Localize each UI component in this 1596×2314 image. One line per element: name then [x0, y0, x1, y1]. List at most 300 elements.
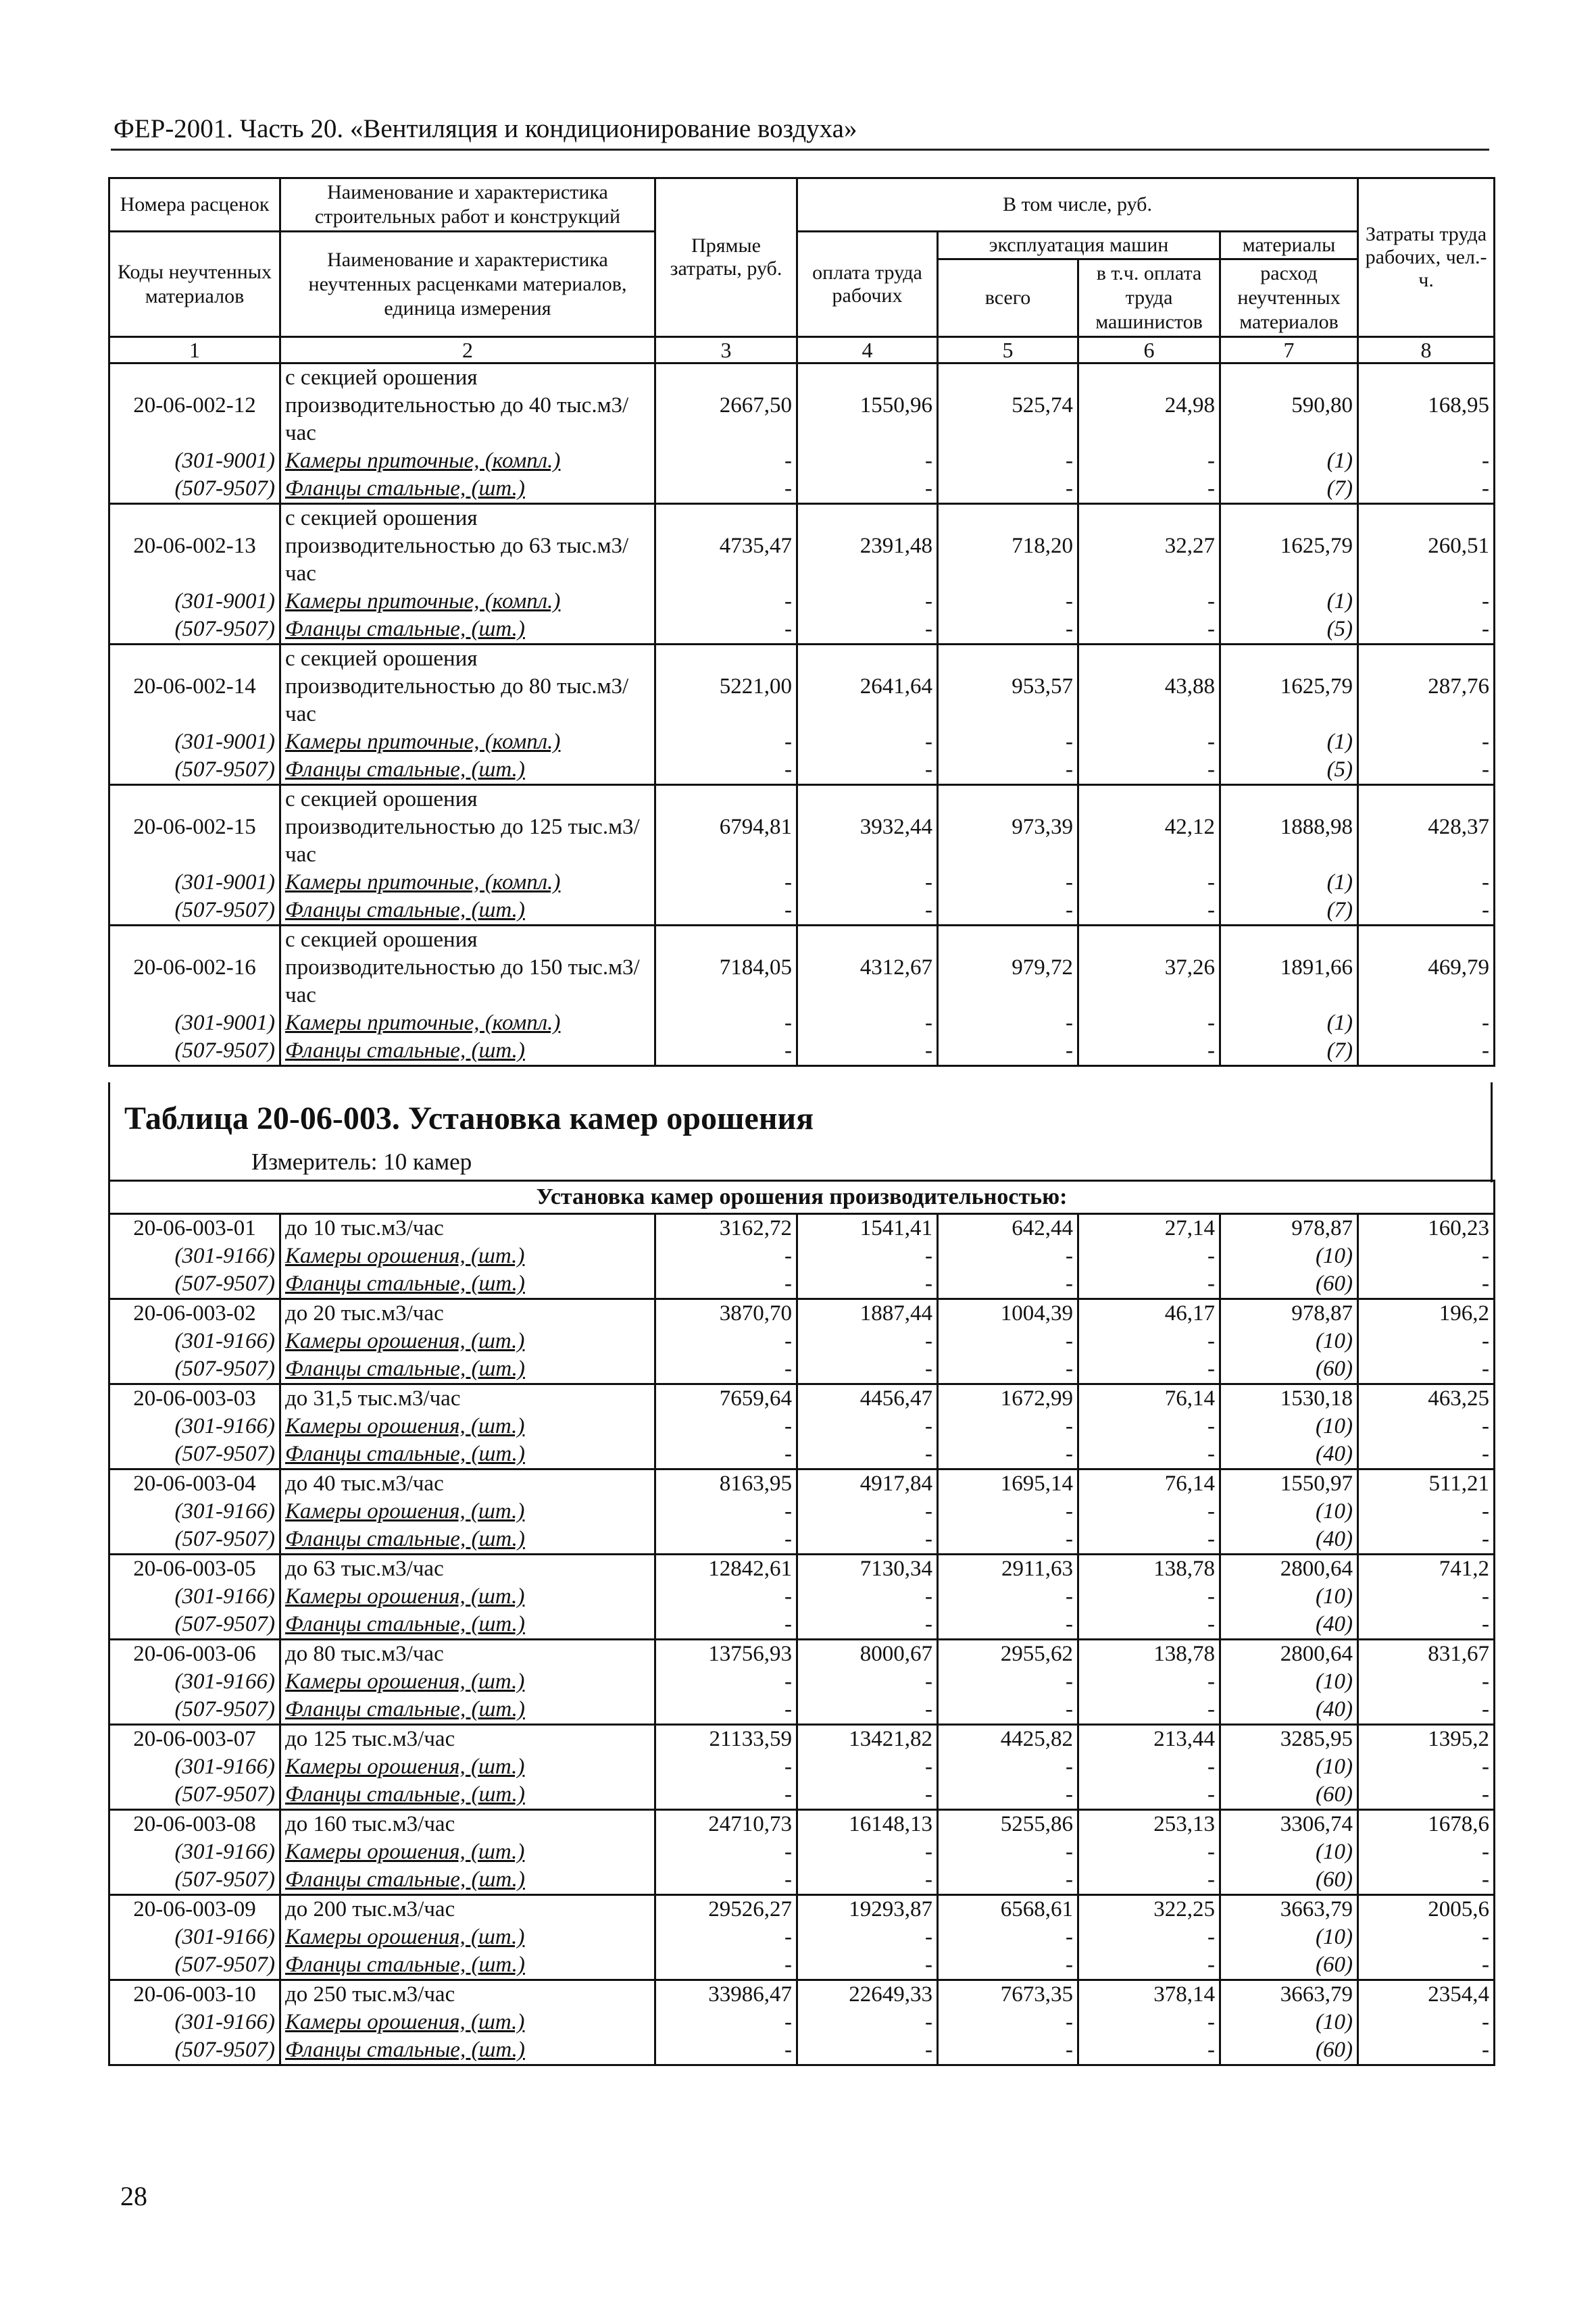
material-row: [109, 728, 1495, 756]
table-2-frame-right: [1491, 1082, 1493, 1182]
empty-dash: -: [1358, 1037, 1495, 1066]
machines-total: 1004,39: [938, 1299, 1078, 1328]
material-row: [109, 1270, 1495, 1299]
empty-dash: -: [655, 1838, 797, 1866]
empty-dash: -: [1358, 1923, 1495, 1951]
empty-dash: -: [797, 1526, 938, 1555]
table-row: [109, 363, 1495, 448]
empty-dash: -: [1358, 728, 1495, 756]
empty-dash: -: [938, 1498, 1078, 1526]
empty-dash: -: [1078, 1668, 1220, 1696]
empty-dash: -: [797, 897, 938, 926]
labor-pay: 4312,67: [797, 926, 938, 1010]
machines-total: 2911,63: [938, 1555, 1078, 1584]
machines-pay: 46,17: [1078, 1299, 1220, 1328]
rate-code: 20-06-003-03: [109, 1384, 280, 1413]
empty-dash: -: [797, 2009, 938, 2036]
empty-dash: -: [797, 1781, 938, 1810]
empty-dash: -: [938, 1440, 1078, 1469]
machines-pay: 43,88: [1078, 645, 1220, 729]
material-code: (507-9507): [109, 1355, 280, 1384]
col-header-materials: материалы: [1220, 232, 1358, 259]
machines-pay: 138,78: [1078, 1555, 1220, 1584]
empty-dash: -: [938, 1009, 1078, 1037]
material-code: (507-9507): [109, 1866, 280, 1895]
material-quantity: (60): [1220, 1866, 1358, 1895]
empty-dash: -: [797, 1753, 938, 1781]
empty-dash: -: [797, 475, 938, 504]
direct-cost: 7184,05: [655, 926, 797, 1010]
empty-dash: -: [938, 1328, 1078, 1355]
material-name: Фланцы стальные, (шт.): [280, 1270, 655, 1299]
empty-dash: -: [938, 1781, 1078, 1810]
rate-code: 20-06-003-06: [109, 1640, 280, 1669]
material-name: Фланцы стальные, (шт.): [280, 1355, 655, 1384]
empty-dash: -: [1358, 1009, 1495, 1037]
direct-cost: 6794,81: [655, 785, 797, 870]
empty-dash: -: [1358, 1611, 1495, 1640]
materials-cost: 3663,79: [1220, 1895, 1358, 1924]
empty-dash: -: [797, 615, 938, 645]
empty-dash: -: [1078, 756, 1220, 785]
empty-dash: -: [1078, 869, 1220, 897]
material-row: [109, 1838, 1495, 1866]
work-name: до 20 тыс.м3/час: [280, 1299, 655, 1328]
empty-dash: -: [655, 869, 797, 897]
empty-dash: -: [797, 1440, 938, 1469]
empty-dash: -: [1358, 1526, 1495, 1555]
empty-dash: -: [938, 1923, 1078, 1951]
material-row: [109, 1611, 1495, 1640]
material-code: (507-9507): [109, 756, 280, 785]
empty-dash: -: [1078, 1951, 1220, 1980]
empty-dash: -: [797, 1838, 938, 1866]
materials-cost: 2800,64: [1220, 1555, 1358, 1584]
material-quantity: (60): [1220, 1951, 1358, 1980]
material-name: Фланцы стальные, (шт.): [280, 1526, 655, 1555]
empty-dash: -: [655, 1753, 797, 1781]
empty-dash: -: [797, 1923, 938, 1951]
table-row: [109, 1214, 1495, 1243]
empty-dash: -: [655, 1009, 797, 1037]
material-row: [109, 1583, 1495, 1611]
empty-dash: -: [1078, 1838, 1220, 1866]
material-code: (507-9507): [109, 1951, 280, 1980]
empty-dash: -: [655, 1583, 797, 1611]
empty-dash: -: [655, 1866, 797, 1895]
empty-dash: -: [655, 1355, 797, 1384]
material-row: [109, 1413, 1495, 1440]
table-row: [109, 1980, 1495, 2009]
material-code: (301-9166): [109, 1753, 280, 1781]
empty-dash: -: [655, 2036, 797, 2065]
empty-dash: -: [655, 1781, 797, 1810]
empty-dash: -: [797, 728, 938, 756]
material-code: (507-9507): [109, 1270, 280, 1299]
material-quantity: (40): [1220, 1696, 1358, 1725]
work-name: до 160 тыс.м3/час: [280, 1810, 655, 1839]
material-code: (301-9166): [109, 1583, 280, 1611]
material-name: Фланцы стальные, (шт.): [280, 1037, 655, 1066]
table-row: [109, 1299, 1495, 1328]
machines-pay: 24,98: [1078, 363, 1220, 448]
labor-pay: 2641,64: [797, 645, 938, 729]
empty-dash: -: [797, 1668, 938, 1696]
direct-cost: 2667,50: [655, 363, 797, 448]
empty-dash: -: [797, 1328, 938, 1355]
material-name: Фланцы стальные, (шт.): [280, 1951, 655, 1980]
material-quantity: (5): [1220, 756, 1358, 785]
machines-total: 642,44: [938, 1214, 1078, 1243]
rate-code: 20-06-002-15: [109, 785, 280, 870]
material-row: [109, 1923, 1495, 1951]
material-row: [109, 1668, 1495, 1696]
material-quantity: (1): [1220, 869, 1358, 897]
empty-dash: -: [655, 1526, 797, 1555]
machines-pay: 32,27: [1078, 504, 1220, 588]
labor-hours: 511,21: [1358, 1469, 1495, 1499]
material-row: [109, 1526, 1495, 1555]
material-quantity: (7): [1220, 1037, 1358, 1066]
labor-pay: 2391,48: [797, 504, 938, 588]
col-header-materials-use: расход неучтенных материалов: [1220, 259, 1358, 337]
materials-cost: 590,80: [1220, 363, 1358, 448]
material-code: (301-9166): [109, 1413, 280, 1440]
machines-total: 6568,61: [938, 1895, 1078, 1924]
material-quantity: (5): [1220, 615, 1358, 645]
labor-pay: 13421,82: [797, 1725, 938, 1754]
empty-dash: -: [797, 1355, 938, 1384]
material-name: Камеры орошения, (шт.): [280, 1583, 655, 1611]
material-row: [109, 897, 1495, 926]
col-header-incl: В том числе, руб.: [797, 178, 1358, 232]
material-code: (507-9507): [109, 1037, 280, 1066]
empty-dash: -: [938, 1696, 1078, 1725]
labor-hours: 428,37: [1358, 785, 1495, 870]
empty-dash: -: [797, 869, 938, 897]
machines-total: 973,39: [938, 785, 1078, 870]
direct-cost: 8163,95: [655, 1469, 797, 1499]
empty-dash: -: [797, 1866, 938, 1895]
col-header-code: Номера расценок: [109, 178, 280, 232]
table-row: [109, 1555, 1495, 1584]
table-row: [109, 785, 1495, 870]
rate-code: 20-06-003-05: [109, 1555, 280, 1584]
page-number: 28: [120, 2181, 147, 2211]
material-code: (301-9001): [109, 728, 280, 756]
machines-pay: 27,14: [1078, 1214, 1220, 1243]
empty-dash: -: [655, 1037, 797, 1066]
direct-cost: 7659,64: [655, 1384, 797, 1413]
empty-dash: -: [1358, 1696, 1495, 1725]
material-row: [109, 2009, 1495, 2036]
empty-dash: -: [655, 615, 797, 645]
empty-dash: -: [655, 1951, 797, 1980]
material-name: Камеры приточные, (компл.): [280, 447, 655, 475]
empty-dash: -: [1078, 1009, 1220, 1037]
machines-total: 4425,82: [938, 1725, 1078, 1754]
material-name: Камеры орошения, (шт.): [280, 1923, 655, 1951]
materials-cost: 1530,18: [1220, 1384, 1358, 1413]
material-code: (507-9507): [109, 1611, 280, 1640]
material-quantity: (1): [1220, 447, 1358, 475]
empty-dash: -: [655, 1668, 797, 1696]
table-row: [109, 1640, 1495, 1669]
col-number: 8: [1358, 337, 1495, 363]
empty-dash: -: [655, 1923, 797, 1951]
material-row: [109, 1440, 1495, 1469]
machines-pay: 253,13: [1078, 1810, 1220, 1839]
material-quantity: (10): [1220, 1583, 1358, 1611]
empty-dash: -: [1078, 1611, 1220, 1640]
rate-code: 20-06-003-01: [109, 1214, 280, 1243]
material-quantity: (1): [1220, 588, 1358, 615]
col-header-mat-code: Коды неучтенных материалов: [109, 232, 280, 337]
empty-dash: -: [1358, 1753, 1495, 1781]
material-row: [109, 1009, 1495, 1037]
materials-cost: 2800,64: [1220, 1640, 1358, 1669]
work-name: с секцией орошения производительностью до 63 тыс.м3/час: [280, 504, 655, 588]
material-code: (301-9001): [109, 1009, 280, 1037]
material-name: Фланцы стальные, (шт.): [280, 756, 655, 785]
labor-hours: 2005,6: [1358, 1895, 1495, 1924]
empty-dash: -: [655, 1413, 797, 1440]
material-row: [109, 1696, 1495, 1725]
empty-dash: -: [1358, 588, 1495, 615]
empty-dash: -: [797, 756, 938, 785]
table-2-frame-left: [108, 1082, 110, 1182]
col-header-labor-pay: оплата труда рабочих: [797, 232, 938, 337]
empty-dash: -: [1078, 2036, 1220, 2065]
col-header-machines-pay: в т.ч. оплата труда машинистов: [1078, 259, 1220, 337]
machines-pay: 37,26: [1078, 926, 1220, 1010]
table-row: [109, 1725, 1495, 1754]
empty-dash: -: [938, 897, 1078, 926]
table-row: [109, 1469, 1495, 1499]
col-number: 6: [1078, 337, 1220, 363]
material-code: (301-9166): [109, 1498, 280, 1526]
material-name: Камеры орошения, (шт.): [280, 1242, 655, 1270]
empty-dash: -: [1358, 1355, 1495, 1384]
labor-pay: 1550,96: [797, 363, 938, 448]
table-row: [109, 1810, 1495, 1839]
direct-cost: 3870,70: [655, 1299, 797, 1328]
col-header-labor: Затраты труда рабочих, чел.-ч.: [1358, 178, 1495, 337]
material-code: (301-9166): [109, 1668, 280, 1696]
empty-dash: -: [938, 1838, 1078, 1866]
labor-hours: 2354,4: [1358, 1980, 1495, 2009]
material-name: Камеры орошения, (шт.): [280, 1328, 655, 1355]
table-2-subheader: Установка камер орошения производительностью:: [109, 1181, 1495, 1214]
table-2-unit: Измеритель: 10 камер: [251, 1149, 472, 1175]
material-row: [109, 475, 1495, 504]
materials-cost: 978,87: [1220, 1299, 1358, 1328]
labor-hours: 260,51: [1358, 504, 1495, 588]
empty-dash: -: [938, 2009, 1078, 2036]
labor-hours: 160,23: [1358, 1214, 1495, 1243]
work-name: до 31,5 тыс.м3/час: [280, 1384, 655, 1413]
work-name: до 200 тыс.м3/час: [280, 1895, 655, 1924]
empty-dash: -: [1358, 475, 1495, 504]
material-name: Камеры приточные, (компл.): [280, 588, 655, 615]
machines-total: 979,72: [938, 926, 1078, 1010]
machines-total: 7673,35: [938, 1980, 1078, 2009]
table-row: [109, 926, 1495, 1010]
empty-dash: -: [655, 588, 797, 615]
material-code: (507-9507): [109, 897, 280, 926]
table-2-body: [109, 1214, 1495, 2065]
material-code: (301-9001): [109, 869, 280, 897]
empty-dash: -: [797, 1951, 938, 1980]
table-row: [109, 504, 1495, 588]
col-number: 3: [655, 337, 797, 363]
empty-dash: -: [1358, 2036, 1495, 2065]
direct-cost: 3162,72: [655, 1214, 797, 1243]
machines-pay: 138,78: [1078, 1640, 1220, 1669]
materials-cost: 1625,79: [1220, 645, 1358, 729]
col-header-direct: Прямые затраты, руб.: [655, 178, 797, 337]
empty-dash: -: [797, 1583, 938, 1611]
labor-pay: 3932,44: [797, 785, 938, 870]
empty-dash: -: [797, 447, 938, 475]
empty-dash: -: [938, 1413, 1078, 1440]
empty-dash: -: [938, 1866, 1078, 1895]
empty-dash: -: [1358, 615, 1495, 645]
empty-dash: -: [1078, 1270, 1220, 1299]
empty-dash: -: [1358, 1498, 1495, 1526]
empty-dash: -: [1078, 1242, 1220, 1270]
labor-hours: 741,2: [1358, 1555, 1495, 1584]
material-code: (301-9166): [109, 1328, 280, 1355]
material-quantity: (60): [1220, 1355, 1358, 1384]
labor-hours: 287,76: [1358, 645, 1495, 729]
material-name: Камеры орошения, (шт.): [280, 1413, 655, 1440]
material-quantity: (10): [1220, 1413, 1358, 1440]
rate-code: 20-06-002-16: [109, 926, 280, 1010]
material-quantity: (1): [1220, 1009, 1358, 1037]
empty-dash: -: [1078, 1413, 1220, 1440]
material-quantity: (40): [1220, 1611, 1358, 1640]
empty-dash: -: [1358, 447, 1495, 475]
work-name: с секцией орошения производительностью до 40 тыс.м3/час: [280, 363, 655, 448]
material-name: Фланцы стальные, (шт.): [280, 615, 655, 645]
col-number: 5: [938, 337, 1078, 363]
empty-dash: -: [1078, 588, 1220, 615]
material-row: [109, 1328, 1495, 1355]
col-header-machines-total: всего: [938, 259, 1078, 337]
material-code: (301-9166): [109, 2009, 280, 2036]
col-header-machines: эксплуатация машин: [938, 232, 1220, 259]
material-quantity: (1): [1220, 728, 1358, 756]
rate-code: 20-06-003-02: [109, 1299, 280, 1328]
material-code: (507-9507): [109, 475, 280, 504]
material-name: Фланцы стальные, (шт.): [280, 1866, 655, 1895]
materials-cost: 1888,98: [1220, 785, 1358, 870]
work-name: с секцией орошения производительностью до 125 тыс.м3/час: [280, 785, 655, 870]
col-number: 2: [280, 337, 655, 363]
material-name: Камеры орошения, (шт.): [280, 1753, 655, 1781]
material-quantity: (10): [1220, 2009, 1358, 2036]
material-row: [109, 447, 1495, 475]
direct-cost: 29526,27: [655, 1895, 797, 1924]
direct-cost: 21133,59: [655, 1725, 797, 1754]
labor-pay: 7130,34: [797, 1555, 938, 1584]
empty-dash: -: [655, 2009, 797, 2036]
rate-code: 20-06-003-09: [109, 1895, 280, 1924]
empty-dash: -: [1078, 1583, 1220, 1611]
empty-dash: -: [797, 1696, 938, 1725]
price-table-2: [108, 1180, 1495, 2066]
labor-pay: 19293,87: [797, 1895, 938, 1924]
empty-dash: -: [655, 1696, 797, 1725]
machines-total: 718,20: [938, 504, 1078, 588]
material-name: Камеры орошения, (шт.): [280, 1668, 655, 1696]
work-name: до 125 тыс.м3/час: [280, 1725, 655, 1754]
material-quantity: (7): [1220, 897, 1358, 926]
direct-cost: 33986,47: [655, 1980, 797, 2009]
material-name: Фланцы стальные, (шт.): [280, 1440, 655, 1469]
materials-cost: 3285,95: [1220, 1725, 1358, 1754]
material-name: Камеры орошения, (шт.): [280, 1838, 655, 1866]
empty-dash: -: [655, 475, 797, 504]
material-name: Камеры орошения, (шт.): [280, 2009, 655, 2036]
empty-dash: -: [938, 1668, 1078, 1696]
material-quantity: (10): [1220, 1328, 1358, 1355]
empty-dash: -: [938, 1355, 1078, 1384]
empty-dash: -: [938, 1951, 1078, 1980]
empty-dash: -: [1078, 615, 1220, 645]
empty-dash: -: [1358, 1866, 1495, 1895]
table-row: [109, 1895, 1495, 1924]
material-name: Фланцы стальные, (шт.): [280, 1611, 655, 1640]
machines-total: 953,57: [938, 645, 1078, 729]
machines-total: 1695,14: [938, 1469, 1078, 1499]
material-row: [109, 1355, 1495, 1384]
empty-dash: -: [1078, 1866, 1220, 1895]
empty-dash: -: [1358, 1781, 1495, 1810]
page-header: ФЕР-2001. Часть 20. «Вентиляция и кондиционирование воздуха»: [114, 114, 857, 143]
material-quantity: (10): [1220, 1242, 1358, 1270]
empty-dash: -: [1358, 1440, 1495, 1469]
empty-dash: -: [655, 1498, 797, 1526]
labor-pay: 22649,33: [797, 1980, 938, 2009]
material-code: (301-9166): [109, 1838, 280, 1866]
empty-dash: -: [1078, 475, 1220, 504]
material-quantity: (7): [1220, 475, 1358, 504]
material-code: (507-9507): [109, 1440, 280, 1469]
empty-dash: -: [938, 756, 1078, 785]
material-row: [109, 588, 1495, 615]
empty-dash: -: [1078, 1753, 1220, 1781]
empty-dash: -: [938, 728, 1078, 756]
empty-dash: -: [1078, 1526, 1220, 1555]
rate-code: 20-06-002-14: [109, 645, 280, 729]
material-code: (507-9507): [109, 1526, 280, 1555]
labor-pay: 16148,13: [797, 1810, 938, 1839]
material-name: Камеры приточные, (компл.): [280, 869, 655, 897]
labor-pay: 4456,47: [797, 1384, 938, 1413]
empty-dash: -: [1078, 2009, 1220, 2036]
empty-dash: -: [1078, 1781, 1220, 1810]
labor-hours: 463,25: [1358, 1384, 1495, 1413]
empty-dash: -: [655, 1242, 797, 1270]
material-quantity: (60): [1220, 2036, 1358, 2065]
empty-dash: -: [797, 1270, 938, 1299]
work-name: до 250 тыс.м3/час: [280, 1980, 655, 2009]
material-row: [109, 1753, 1495, 1781]
labor-pay: 1541,41: [797, 1214, 938, 1243]
material-row: [109, 1951, 1495, 1980]
